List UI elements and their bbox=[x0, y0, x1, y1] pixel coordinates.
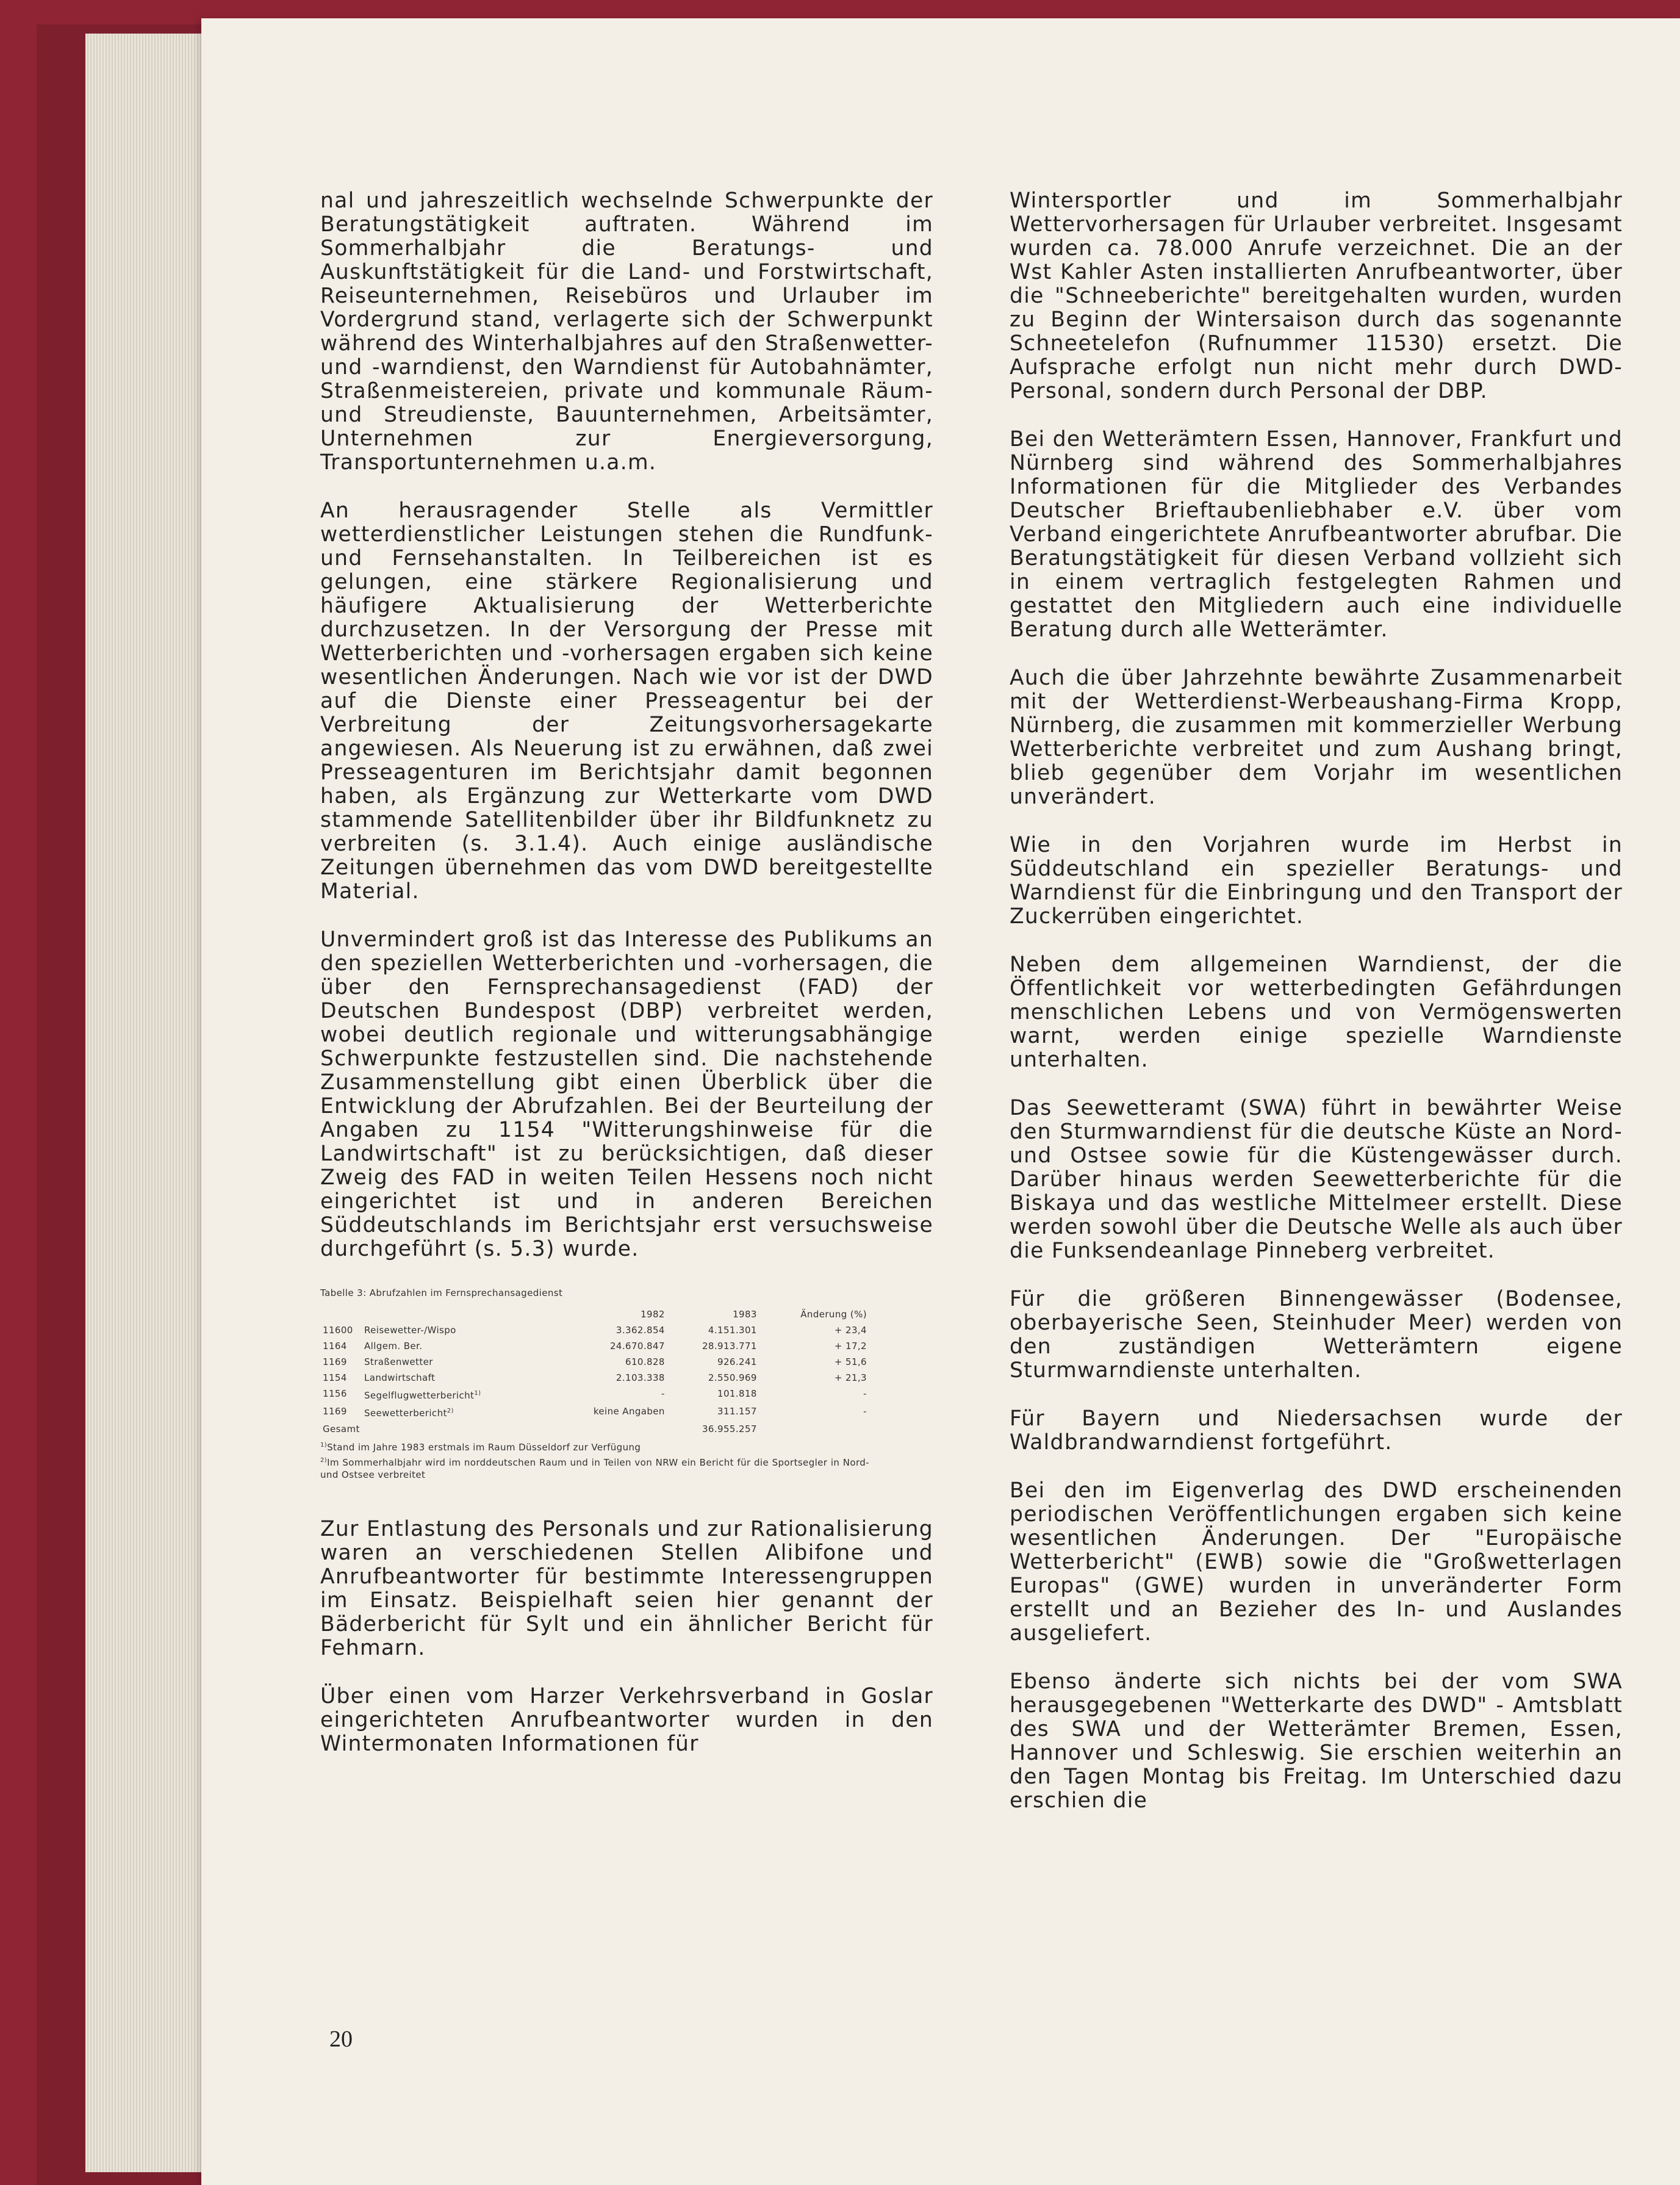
paragraph: Neben dem allgemeinen Warndienst, der die Öffentlichkeit vor wetterbedingten Gefährdungen menschlichen Lebens und von Vermögenswerten warnt, werden einige spezielle Warndienste unterhalten. bbox=[1010, 952, 1623, 1072]
footnote-marker: 2) bbox=[447, 1408, 454, 1414]
table-row bbox=[320, 1403, 869, 1421]
header-cell bbox=[362, 1306, 550, 1322]
right-column bbox=[1010, 189, 1623, 1837]
call-volume-table bbox=[320, 1286, 933, 1481]
paragraph: nal und jahreszeitlich wechselnde Schwerpunkte der Beratungstätigkeit auftraten. Während im Sommerhalbjahr die Beratungs- und Auskunftstätigkeit für die Land- und Forstwirtschaft, Reiseunternehmen, Reisebüros und Urlauber im Vordergrund stand, verlagerte sich der Schwerpunkt während des Winterhalbjahres auf den Straßenwetter- und -warndienst, den Warndienst für Autobahnämter, Straßenmeistereien, private und kommunale Räum- und Streudienste, Bauunternehmen, Arbeitsämter, Unternehmen zur Energieversorgung, Transportunternehmen u.a.m. bbox=[320, 189, 933, 475]
table-row bbox=[320, 1338, 869, 1354]
table-caption: Tabelle 3: Abrufzahlen im Fernsprechansagedienst bbox=[320, 1287, 563, 1298]
paragraph: Bei den Wetterämtern Essen, Hannover, Frankfurt und Nürnberg sind während des Sommerhalbjahres Informationen für die Mitglieder des Verbandes Deutscher Brieftaubenliebhaber e.V. über vom Verband eingerichtete Anrufbeantworter abrufbar. Die Beratungstätigkeit für diesen Verband vollzieht sich in einem vertraglich festgelegten Rahmen und gestattet den Mitgliedern auch eine individuelle Beratung durch alle Wetterämter. bbox=[1010, 427, 1623, 642]
cell-1983: 101.818 bbox=[717, 1388, 757, 1399]
header-cell: Änderung (%) bbox=[800, 1309, 867, 1320]
page-number: 20 bbox=[329, 2026, 353, 2052]
cell-label: Landwirtschaft bbox=[364, 1372, 436, 1383]
paragraph: Zur Entlastung des Personals und zur Rationalisierung waren an verschiedenen Stellen Alibifone und Anrufbeantworter für bestimmte Interessengruppen im Einsatz. Beispielhaft seien hier genannt der Bäderbericht für Sylt und ein ähnlicher Bericht für Fehmarn. bbox=[320, 1517, 933, 1660]
cell-code: 11600 bbox=[323, 1325, 353, 1336]
cell-label: Allgem. Ber. bbox=[364, 1341, 423, 1352]
label-text: Segelflugwetterbericht bbox=[364, 1390, 475, 1401]
paragraph: Ebenso änderte sich nichts bei der vom SWA herausgegebenen "Wetterkarte des DWD" - Amtsblatt des SWA und der Wetterämter Bremen, Essen, Hannover und Schleswig. Sie erschien weiterhin an den Tagen Montag bis Freitag. Im Unterschied dazu erschien die bbox=[1010, 1669, 1623, 1813]
cell-1982: 2.103.338 bbox=[616, 1372, 665, 1383]
paragraph: Unvermindert groß ist das Interesse des Publikums an den speziellen Wetterberichten und -vorhersagen, die über den Fernsprechansagedienst (FAD) der Deutschen Bundespost (DBP) verbreitet werden, wobei deutlich regionale und witterungsabhängige Schwerpunkte festzustellen sind. Die nachstehende Zusammenstellung gibt einen Überblick über die Entwicklung der Abrufzahlen. Bei der Beurteilung der Angaben zu 1154 "Witterungshinweise für die Landwirtschaft" ist zu berücksichtigen, daß dieser Zweig des FAD in weiten Teilen Hessens noch nicht eingerichtet ist und in anderen Bereichen Süddeutschlands im Berichtsjahr erst versuchsweise durchgeführt (s. 5.3) wurde. bbox=[320, 927, 933, 1261]
header-cell: 1982 bbox=[641, 1309, 665, 1320]
table-header-row bbox=[320, 1306, 869, 1322]
footnote-marker: 2) bbox=[320, 1457, 328, 1464]
paragraph: Für die größeren Binnengewässer (Bodensee, oberbayerische Seen, Steinhuder Meer) werden von den zuständigen Wetterämtern eigene Sturmwarndienste unterhalten. bbox=[1010, 1287, 1623, 1383]
cell-change: - bbox=[863, 1388, 867, 1399]
paragraph: Auch die über Jahrzehnte bewährte Zusammenarbeit mit der Wetterdienst-Werbeaushang-Firma Kropp, Nürnberg, die zusammen mit kommerzieller Werbung Wetterberichte verbreitet und zum Aushang bringt, blieb gegenüber dem Vorjahr im wesentlichen unverändert. bbox=[1010, 666, 1623, 809]
footnote bbox=[320, 1439, 869, 1453]
header-cell bbox=[320, 1306, 362, 1322]
cell-1983: 926.241 bbox=[717, 1356, 757, 1367]
footnote-marker: 1) bbox=[474, 1390, 481, 1397]
paragraph: An herausragender Stelle als Vermittler wetterdienstlicher Leistungen stehen die Rundfunk- und Fernsehanstalten. In Teilbereichen ist es gelungen, eine stärkere Regionalisierung und häufigere Aktualisierung der Wetterberichte durchzusetzen. In der Versorgung der Presse mit Wetterberichten und -vorhersagen ergaben sich keine wesentlichen Änderungen. Nach wie vor ist der DWD auf die Dienste einer Presseagentur bei der Verbreitung der Zeitungsvorhersagekarte angewiesen. Als Neuerung ist zu erwähnen, daß zwei Presseagenturen im Berichtsjahr damit begonnen haben, als Ergänzung zur Wetterkarte vom DWD stammende Satellitenbilder über ihr Bildfunknetz zu verbreiten (s. 3.1.4). Auch einige ausländische Zeitungen übernehmen das vom DWD bereitgestellte Material. bbox=[320, 499, 933, 904]
paragraph: Über einen vom Harzer Verkehrsverband in Goslar eingerichteten Anrufbeantworter wurden in den Wintermonaten Informationen für bbox=[320, 1684, 933, 1756]
cell-label: Reisewetter-/Wispo bbox=[364, 1325, 456, 1336]
cell-1982: 3.362.854 bbox=[616, 1325, 665, 1336]
footnote-text: Stand im Jahre 1983 erstmals im Raum Düsseldorf zur Verfügung bbox=[327, 1442, 641, 1453]
cell-change: + 21,3 bbox=[834, 1372, 867, 1383]
cell-label bbox=[362, 1403, 550, 1421]
cell-code: 1164 bbox=[323, 1341, 347, 1352]
footnote-marker: 1) bbox=[320, 1442, 328, 1449]
cell-change: - bbox=[863, 1406, 867, 1417]
cell-1982: 610.828 bbox=[625, 1356, 665, 1367]
cell-code: 1169 bbox=[323, 1356, 347, 1367]
table-row bbox=[320, 1354, 869, 1370]
cell-1982: keine Angaben bbox=[593, 1406, 665, 1417]
cell-1983: 4.151.301 bbox=[708, 1325, 757, 1336]
cell-change: + 17,2 bbox=[834, 1341, 867, 1352]
table-row bbox=[320, 1370, 869, 1386]
table-row bbox=[320, 1386, 869, 1403]
table-total-row bbox=[320, 1421, 869, 1437]
cell-code: 1154 bbox=[323, 1372, 347, 1383]
book-page bbox=[201, 18, 1680, 2185]
table bbox=[320, 1306, 869, 1437]
table-footnotes bbox=[320, 1439, 869, 1481]
cell-code: 1156 bbox=[323, 1388, 347, 1399]
left-column bbox=[320, 189, 933, 1780]
paragraph: Bei den im Eigenverlag des DWD erscheinenden periodischen Veröffentlichungen ergaben sich keine wesentlichen Änderungen. Der "Europäische Wetterbericht" (EWB) sowie die "Großwetterlagen Europas" (GWE) wurden in unveränderter Form erstellt und an Bezieher des In- und Auslandes ausgeliefert. bbox=[1010, 1478, 1623, 1646]
paragraph: Wie in den Vorjahren wurde im Herbst in Süddeutschland ein spezieller Beratungs- und Warndienst für die Einbringung und den Transport der Zuckerrüben eingerichtet. bbox=[1010, 833, 1623, 929]
paragraph: Für Bayern und Niedersachsen wurde der Waldbrandwarndienst fortgeführt. bbox=[1010, 1406, 1623, 1455]
cell-1983: 28.913.771 bbox=[702, 1341, 757, 1352]
cell-1983: 2.550.969 bbox=[708, 1372, 757, 1383]
cell-code: 1169 bbox=[323, 1406, 347, 1417]
cell-1982: 24.670.847 bbox=[609, 1341, 665, 1352]
total-label: Gesamt bbox=[323, 1424, 360, 1434]
cell-change: + 51,6 bbox=[834, 1356, 867, 1367]
table-row bbox=[320, 1322, 869, 1338]
footnote-text: Im Sommerhalbjahr wird im norddeutschen Raum und in Teilen von NRW ein Bericht für die Sportsegler in Nord- und Ostsee verbreitet bbox=[320, 1457, 869, 1480]
cell-1983: 311.157 bbox=[717, 1406, 757, 1417]
footnote bbox=[320, 1455, 869, 1481]
total-value: 36.955.257 bbox=[702, 1424, 757, 1434]
label-text: Seewetterbericht bbox=[364, 1408, 447, 1419]
header-cell: 1983 bbox=[733, 1309, 757, 1320]
cell-label bbox=[362, 1386, 550, 1403]
paragraph: Wintersportler und im Sommerhalbjahr Wettervorhersagen für Urlauber verbreitet. Insgesamt wurden ca. 78.000 Anrufe verzeichnet. Die an der Wst Kahler Asten installierten Anrufbeantworter, über die "Schneeberichte" bereitgehalten wurden, wurden zu Beginn der Wintersaison durch das sogenannte Schneetelefon (Rufnummer 11530) ersetzt. Die Aufsprache erfolgt nun nicht mehr durch DWD-Personal, sondern durch Personal der DBP. bbox=[1010, 189, 1623, 403]
cell-1982: - bbox=[661, 1388, 665, 1399]
cell-label: Straßenwetter bbox=[364, 1356, 433, 1367]
paragraph: Das Seewetteramt (SWA) führt in bewährter Weise den Sturmwarndienst für die deutsche Küste an Nord- und Ostsee sowie für die Küstengewässer durch. Darüber hinaus werden Seewetterberichte für die Biskaya und das westliche Mittelmeer erstellt. Diese werden sowohl über die Deutsche Welle als auch über die Funksendeanlage Pinneberg verbreitet. bbox=[1010, 1096, 1623, 1263]
cell-change: + 23,4 bbox=[834, 1325, 867, 1336]
